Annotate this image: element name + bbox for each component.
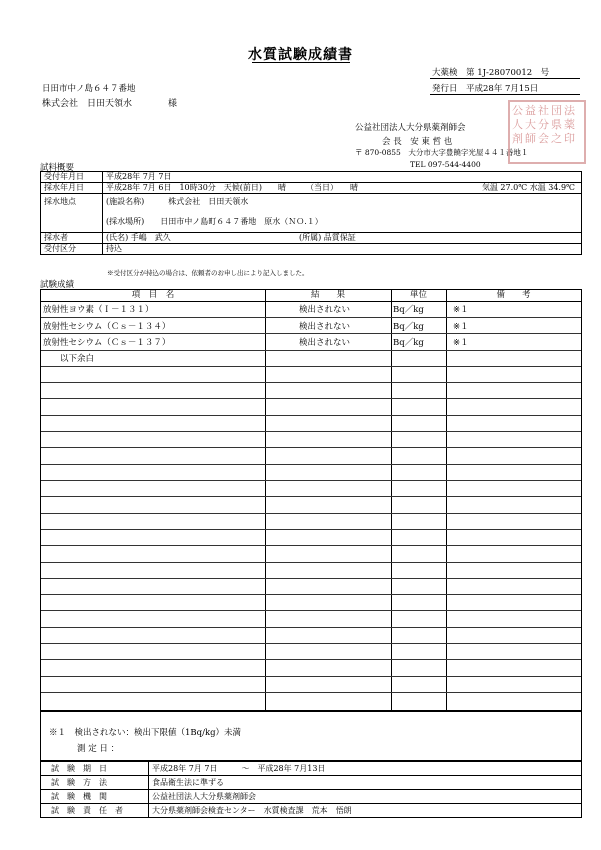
sample-table — [40, 171, 582, 255]
issuer-president: 会 長 安 東 哲 也 — [382, 137, 453, 147]
row-item: 以下余白 — [43, 354, 95, 364]
division-label: 受付区分 — [41, 244, 103, 255]
col-header-result: 結 果 — [310, 290, 345, 300]
issue-date: 発行日 平成28年 7月15日 — [432, 84, 539, 94]
row-rule — [41, 594, 581, 595]
test-method-label: 試 験 方 法 — [41, 776, 149, 790]
collected-label: 採水年月日 — [41, 183, 103, 194]
row-item: 放射性セシウム（Ｃｓ－１３４） — [43, 322, 171, 332]
sampling-place: (採水場所) 日田市中ノ島町６４７番地 原水（ＮＯ.１） — [106, 217, 323, 226]
row-unit: Bq／kg — [393, 305, 424, 315]
location-cell — [103, 194, 582, 233]
collected-value: 平成28年 7月 6日 10時30分 天候(前日) 晴 （当日） 晴 — [106, 183, 359, 192]
row-rule — [41, 317, 581, 318]
sampler-affiliation: (所属) 品質保証 — [299, 233, 356, 242]
row-rule — [41, 415, 581, 416]
col-divider — [446, 290, 447, 710]
row-remark: ※１ — [453, 338, 469, 348]
footnote-definition: ※１ 検出されない：検出下限値（1Bq/kg）未満 — [49, 728, 242, 738]
collected-cell — [103, 183, 582, 194]
document-title: 水質試験成績書 — [248, 47, 353, 63]
test-period-value: 平成28年 7月 7日 ～ 平成28年 7月13日 — [149, 762, 582, 776]
row-rule — [41, 676, 581, 677]
title-underline — [252, 62, 350, 63]
sampler-name: (氏名) 手嶋 武久 — [106, 233, 171, 242]
row-rule — [41, 350, 581, 351]
temperature-values: 気温 27.0℃ 水温 34.9℃ — [481, 183, 575, 192]
test-period-label: 試 験 期 日 — [41, 762, 149, 776]
footnote-box — [40, 711, 582, 761]
row-rule — [41, 366, 581, 367]
test-org-value: 公益社団法人大分県薬剤師会 — [149, 790, 582, 804]
test-info-table — [40, 761, 582, 818]
official-seal: 公益社団法人大分県薬剤師会之印 — [508, 100, 586, 164]
row-item: 放射性セシウム（Ｃｓ－１３７） — [43, 338, 171, 348]
col-header-item: 項 目 名 — [131, 290, 175, 300]
row-result: 検出されない — [299, 305, 351, 315]
issuer-tel: TEL 097-544-4400 — [410, 160, 481, 169]
recipient-address: 日田市中ノ島６４７番地 — [42, 84, 136, 94]
division-note: ※受付区分が持込の場合は、依頼者のお申し出により記入しました。 — [107, 269, 309, 277]
col-header-remarks: 備 考 — [496, 290, 531, 300]
row-rule — [41, 513, 581, 514]
test-manager-label: 試 験 責 任 者 — [41, 804, 149, 818]
row-rule — [41, 398, 581, 399]
row-rule — [41, 545, 581, 546]
col-divider — [265, 290, 266, 710]
test-org-label: 試 験 機 関 — [41, 790, 149, 804]
row-rule — [41, 382, 581, 383]
division-value: 持込 — [103, 244, 582, 255]
col-header-unit: 単位 — [409, 290, 427, 300]
row-remark: ※１ — [453, 322, 469, 332]
sampler-cell — [103, 233, 582, 244]
location-label: 採水地点 — [41, 194, 103, 233]
row-rule — [41, 431, 581, 432]
row-result: 検出されない — [299, 322, 351, 332]
results-section-label: 試験成績 — [40, 280, 75, 290]
row-item: 放射性ヨウ素（Ｉ－１３１） — [43, 305, 154, 315]
row-rule — [41, 529, 581, 530]
row-unit: Bq／kg — [393, 338, 424, 348]
recipient-name: 株式会社 日田天領水 様 — [42, 99, 178, 109]
sampler-label: 採水者 — [41, 233, 103, 244]
row-unit: Bq／kg — [393, 322, 424, 332]
measurement-date-label: 測 定 日 ： — [77, 744, 120, 754]
row-remark: ※１ — [453, 305, 469, 315]
results-table — [40, 289, 582, 711]
row-rule — [41, 333, 581, 334]
row-rule — [41, 447, 581, 448]
received-label: 受付年月日 — [41, 172, 103, 183]
document-number: 大薬検 第 1J-28070012 号 — [432, 68, 550, 78]
row-result: 検出されない — [299, 338, 351, 348]
issue-date-underline — [430, 94, 580, 95]
row-rule — [41, 480, 581, 481]
doc-number-underline — [430, 78, 580, 79]
sample-section-label: 試料概要 — [40, 163, 75, 173]
test-manager-value: 大分県薬剤師会検査センター 水質検査課 荒本 悟朗 — [149, 804, 582, 818]
row-rule — [41, 464, 581, 465]
test-method-value: 食品衛生法に準ずる — [149, 776, 582, 790]
facility-name: (施設名称) 株式会社 日田天領水 — [106, 197, 249, 206]
row-rule — [41, 496, 581, 497]
row-rule — [41, 627, 581, 628]
issuer-org: 公益社団法人大分県薬剤師会 — [355, 123, 466, 133]
row-rule — [41, 659, 581, 660]
issuer-address: 〒 870-0855 大分市大字豊饒字光屋４４１番地１ — [355, 148, 529, 157]
row-rule — [41, 692, 581, 693]
row-rule — [41, 643, 581, 644]
received-value: 平成28年 7月 7日 — [103, 172, 582, 183]
results-header-row — [41, 290, 581, 302]
row-rule — [41, 610, 581, 611]
row-rule — [41, 562, 581, 563]
col-divider — [391, 290, 392, 710]
row-rule — [41, 578, 581, 579]
